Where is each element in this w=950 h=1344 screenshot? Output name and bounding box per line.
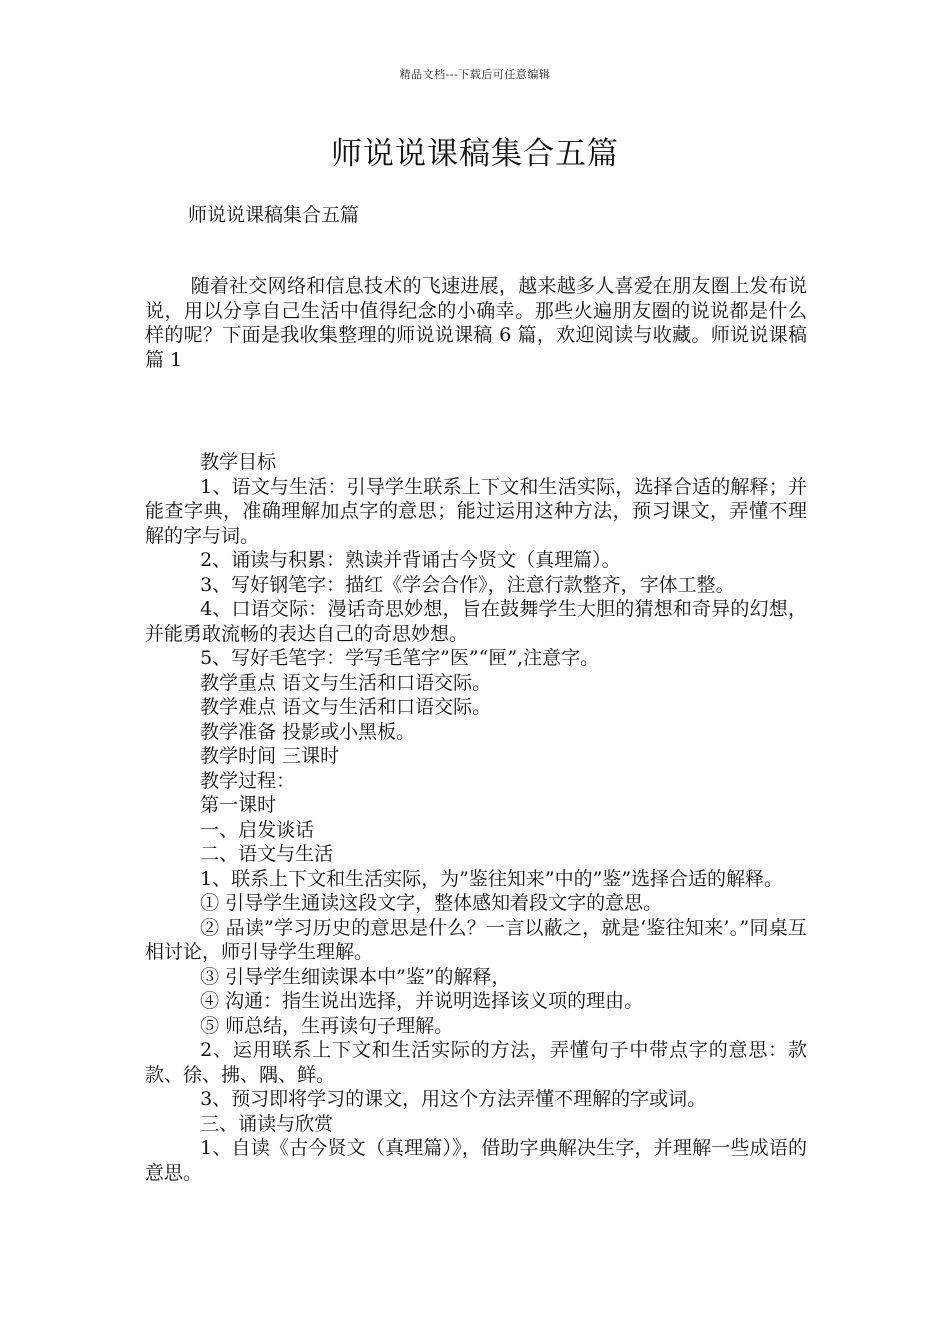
body-line: ④ 沟通：指生说出选择，并说明选择该义项的理由。 [200, 990, 644, 1012]
body-line: 二、语文与生活 [200, 843, 334, 865]
document-title: 师说说课稿集合五篇 [331, 136, 619, 172]
body-line: 1、自读《古今贤文（真理篇）》，借助字典解决生字，并理解一些成语的意思。 [145, 1137, 807, 1184]
intro-paragraph: 随着社交网络和信息技术的飞速进展，越来越多人喜爱在朋友圈上发布说说，用以分享自己生活中值得纪念的小确幸。那些火遍朋友圈的说说都是什么样的呢？下面是我收集整理的师说说课稿 6 篇，欢迎阅读与收藏。师说说课稿 篇 1 [145, 275, 807, 371]
body-line: 1、语文与生活：引导学生联系上下文和生活实际，选择合适的解释；并能查字典，准确理解加点字的意思；能过运用这种方法，预习课文，弄懂不理解的字与词。 [145, 475, 807, 547]
body-line: 教学重点 语文与生活和口语交际。 [200, 671, 492, 694]
body-line: ③ 引导学生细读课本中”鉴”的解释， [200, 965, 511, 988]
body-line: 3、写好钢笔字：描红《学会合作》，注意行款整齐，字体工整。 [200, 573, 735, 596]
body-line: ① 引导学生通读这段文字，整体感知着段文字的意思。 [200, 892, 663, 914]
body-line: 教学难点 语文与生活和口语交际。 [200, 696, 492, 718]
body-line: 三、诵读与欣赏 [200, 1112, 334, 1135]
body-line: 教学过程： [200, 769, 296, 792]
body-line: ⑤ 师总结，生再读句子理解。 [200, 1014, 454, 1037]
body-line: 第一课时 [200, 794, 277, 816]
header-note: 精品文档---下载后可任意编辑 [399, 68, 551, 81]
document-subtitle: 师说说课稿集合五篇 [188, 204, 360, 226]
document-body [145, 274, 807, 1185]
body-line: 1、联系上下文和生活实际，为”鉴往知来”中的”鉴”选择合适的解释。 [200, 867, 784, 890]
body-line: 2、诵读与积累：熟读并背诵古今贤文（真理篇）。 [200, 549, 621, 571]
body-line: 2、运用联系上下文和生活实际的方法，弄懂句子中带点字的意思：款款、徐、拂、隅、鲜。 [145, 1039, 807, 1086]
body-line: 教学准备 投影或小黑板。 [200, 720, 416, 743]
paragraph-gap [145, 372, 807, 450]
body-line: 5、写好毛笔字：学写毛笔字”医”“匣”,注意字。 [200, 647, 600, 669]
body-line: 3、预习即将学习的课文，用这个方法弄懂不理解的字或词。 [200, 1088, 707, 1110]
body-line: ② 品读”学习历史的意思是什么？一言以蔽之，就是‘鉴往知来’。”同桌互相讨论，师引导学生理解。 [145, 916, 807, 963]
body-line: 4、口语交际：漫话奇思妙想，旨在鼓舞学生大胆的猜想和奇异的幻想，并能勇敢流畅的表达自己的奇思妙想。 [145, 598, 807, 645]
body-line: 教学时间 三课时 [200, 745, 340, 767]
body-line: 一、启发谈话 [200, 818, 315, 841]
body-line: 教学目标 [200, 451, 277, 473]
